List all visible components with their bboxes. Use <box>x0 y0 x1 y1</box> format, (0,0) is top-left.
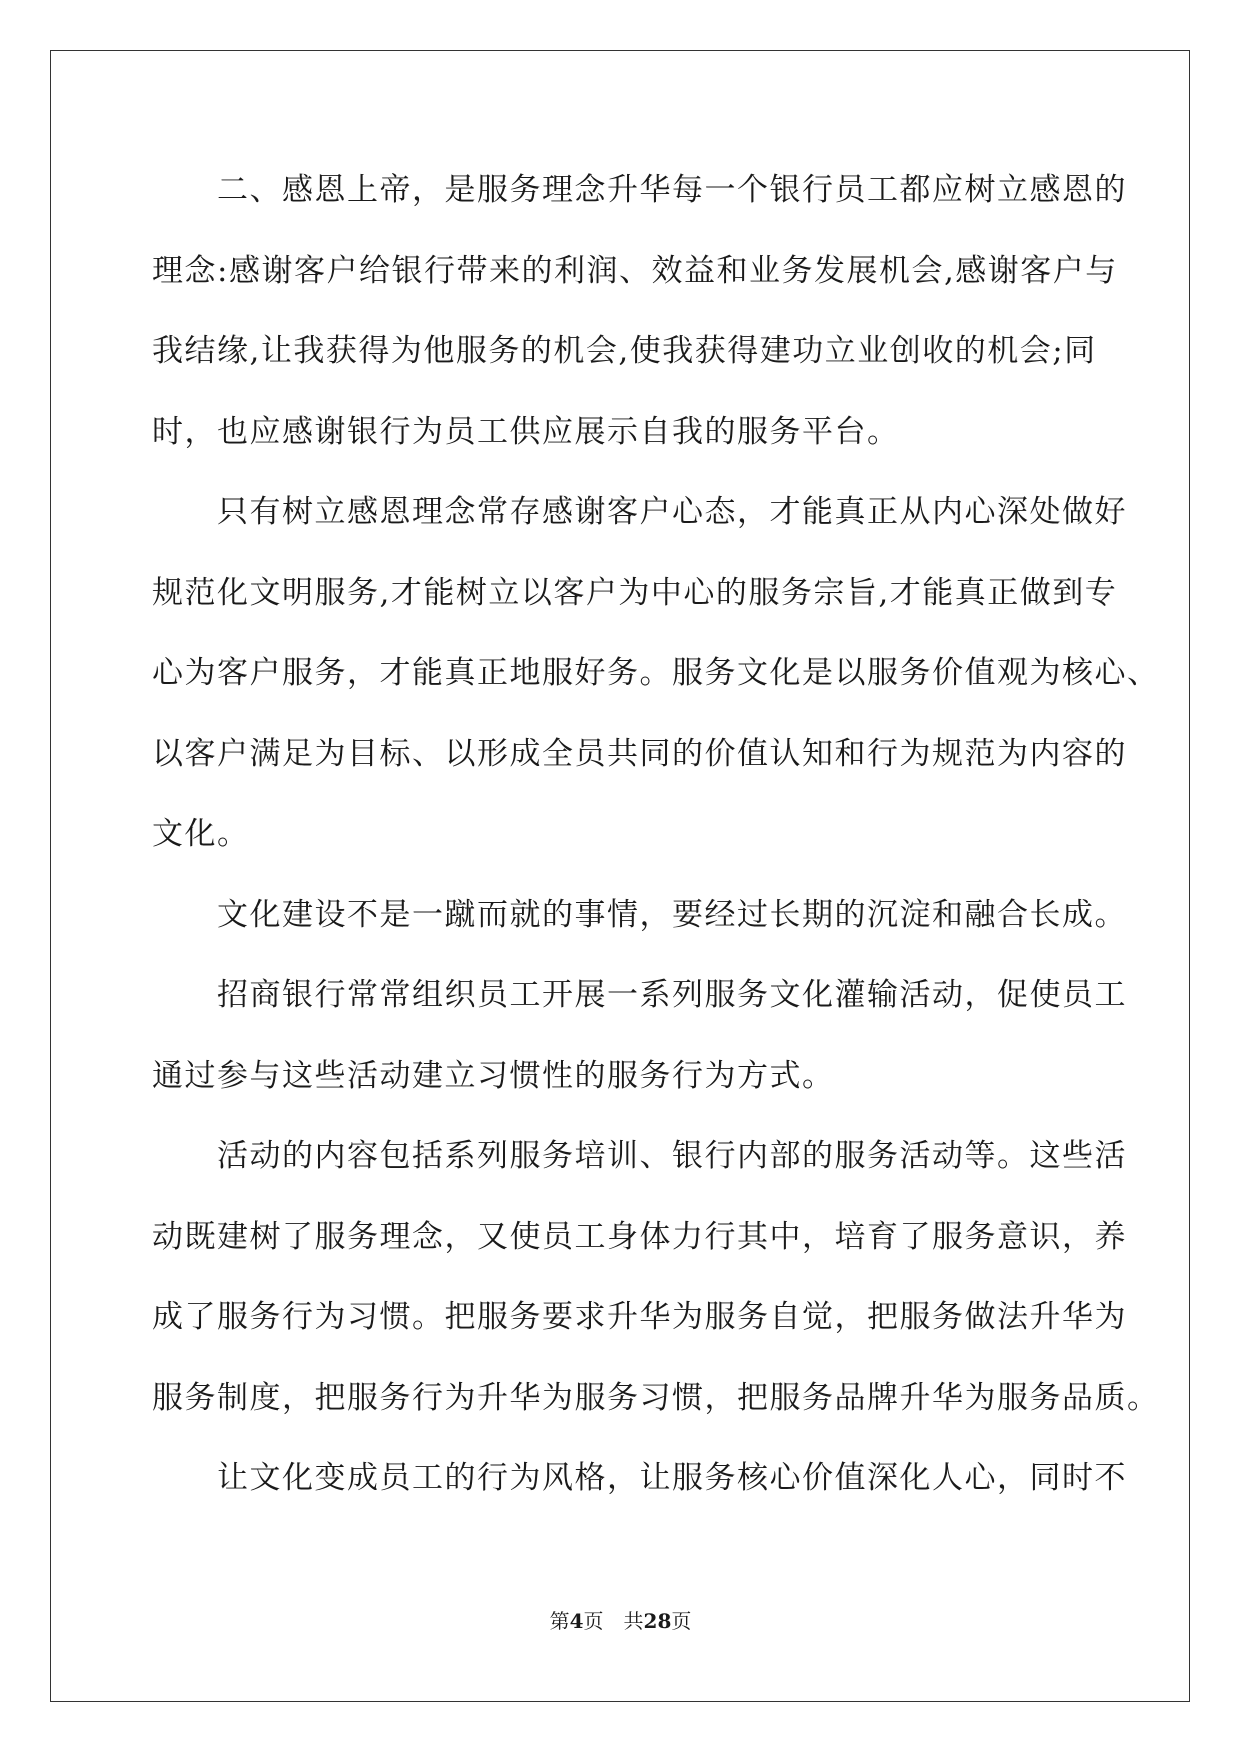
current-page-number: 4 <box>569 1609 584 1633</box>
text-line: 只有树立感恩理念常存感谢客户心态，才能真正从内心深处做好 <box>152 494 1127 530</box>
page-number-footer <box>0 1605 1241 1634</box>
text-line: 规范化文明服务,才能树立以客户为中心的服务宗旨,才能真正做到专 <box>152 574 1118 611</box>
text-line: 成了服务行为习惯。把服务要求升华为服务自觉，把服务做法升华为 <box>152 1299 1127 1335</box>
page-suffix: 页 <box>671 1609 692 1633</box>
text-line: 时，也应感谢银行为员工供应展示自我的服务平台。 <box>152 413 900 450</box>
page-mid: 页 共 <box>583 1609 644 1633</box>
document-body <box>152 162 1160 1531</box>
text-line: 活动的内容包括系列服务培训、银行内部的服务活动等。这些活 <box>152 1138 1127 1174</box>
text-line: 二、感恩上帝，是服务理念升华每一个银行员工都应树立感恩的 <box>152 172 1127 208</box>
text-line: 文化建设不是一蹴而就的事情，要经过长期的沉淀和融合长成。 <box>152 896 1127 933</box>
page-prefix: 第 <box>549 1609 570 1633</box>
total-page-count: 28 <box>643 1609 672 1633</box>
text-line: 以客户满足为目标、以形成全员共同的价值认知和行为规范为内容的 <box>152 735 1127 772</box>
text-line: 通过参与这些活动建立习惯性的服务行为方式。 <box>152 1057 835 1094</box>
text-line: 文化。 <box>152 816 250 852</box>
text-line: 心为客户服务，才能真正地服好务。服务文化是以服务价值观为核心、 <box>152 655 1160 691</box>
text-line: 服务制度，把服务行为升华为服务习惯，把服务品牌升华为服务品质。 <box>152 1379 1160 1416</box>
text-line: 让文化变成员工的行为风格，让服务核心价值深化人心，同时不 <box>152 1460 1127 1496</box>
text-line: 招商银行常常组织员工开展一系列服务文化灌输活动，促使员工 <box>152 977 1127 1013</box>
text-line: 理念:感谢客户给银行带来的利润、效益和业务发展机会,感谢客户与 <box>152 252 1118 289</box>
text-line: 动既建树了服务理念，又使员工身体力行其中，培育了服务意识，养 <box>152 1218 1127 1255</box>
text-line: 我结缘,让我获得为他服务的机会,使我获得建功立业创收的机会;同 <box>152 333 1097 369</box>
